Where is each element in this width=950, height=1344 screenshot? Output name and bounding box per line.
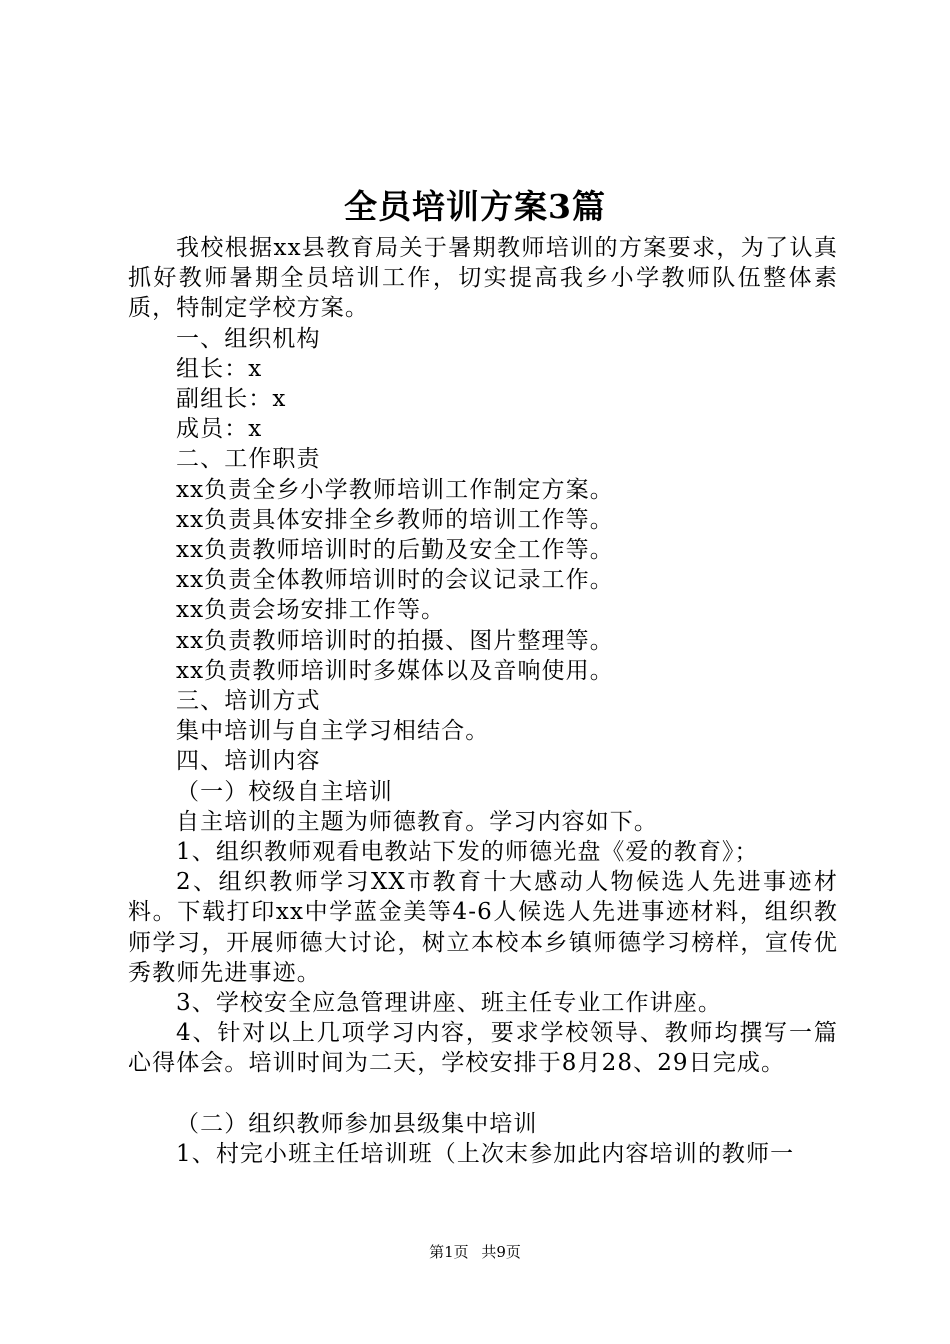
- paragraph: xx负责全乡小学教师培训工作制定方案。: [176, 476, 614, 503]
- paragraph: 2、组织教师学习XX市教育十大感动人物候选人先进事迹材料。下载打印xx中学蓝金美等4-6人候选人先进事迹材料，组织教师学习，开展师德大讨论，树立本校本乡镇师德学习榜样，宣传优秀教师先进事迹。: [128, 869, 838, 986]
- section-heading: 四、培训内容: [176, 748, 321, 775]
- document-body: [128, 233, 838, 1169]
- subsection-heading: （二）组织教师参加县级集中培训: [176, 1110, 538, 1137]
- paragraph: xx负责教师培训时多媒体以及音响使用。: [176, 657, 614, 684]
- paragraph: 1、组织教师观看电教站下发的师德光盘《爱的教育》；: [176, 839, 759, 866]
- paragraph: 3、学校安全应急管理讲座、班主任专业工作讲座。: [176, 990, 722, 1017]
- paragraph: 1、村完小班主任培训班（上次末参加此内容培训的教师一: [176, 1140, 795, 1167]
- paragraph: 成员：x: [176, 416, 263, 443]
- paragraph: 副组长：x: [176, 386, 287, 413]
- page-footer: [0, 1242, 950, 1262]
- paragraph: 组长：x: [176, 355, 263, 382]
- paragraph: 4、针对以上几项学习内容，要求学校领导、教师均撰写一篇心得体会。培训时间为二天，学校安排于8月28、29日完成。: [128, 1020, 838, 1077]
- section-heading: 一、组织机构: [176, 325, 321, 352]
- paragraph: xx负责全体教师培训时的会议记录工作。: [176, 567, 614, 594]
- paragraph: 自主培训的主题为师德教育。学习内容如下。: [176, 808, 658, 835]
- paragraph: xx负责会场安排工作等。: [176, 597, 446, 624]
- page-number: 第1页: [429, 1243, 469, 1261]
- document-title: 全员培训方案3篇: [344, 187, 606, 226]
- page-total: 共9页: [481, 1243, 521, 1261]
- section-heading: 三、培训方式: [176, 688, 321, 715]
- paragraph: xx负责具体安排全乡教师的培训工作等。: [176, 506, 614, 533]
- subsection-heading: （一）校级自主培训: [176, 778, 393, 805]
- paragraph: xx负责教师培训时的后勤及安全工作等。: [176, 537, 614, 564]
- paragraph: 集中培训与自主学习相结合。: [176, 718, 490, 745]
- paragraph: xx负责教师培训时的拍摄、图片整理等。: [176, 627, 614, 654]
- section-heading: 二、工作职责: [176, 446, 321, 473]
- paragraph: 我校根据xx县教育局关于暑期教师培训的方案要求，为了认真抓好教师暑期全员培训工作，切实提高我乡小学教师队伍整体素质，特制定学校方案。: [128, 235, 838, 322]
